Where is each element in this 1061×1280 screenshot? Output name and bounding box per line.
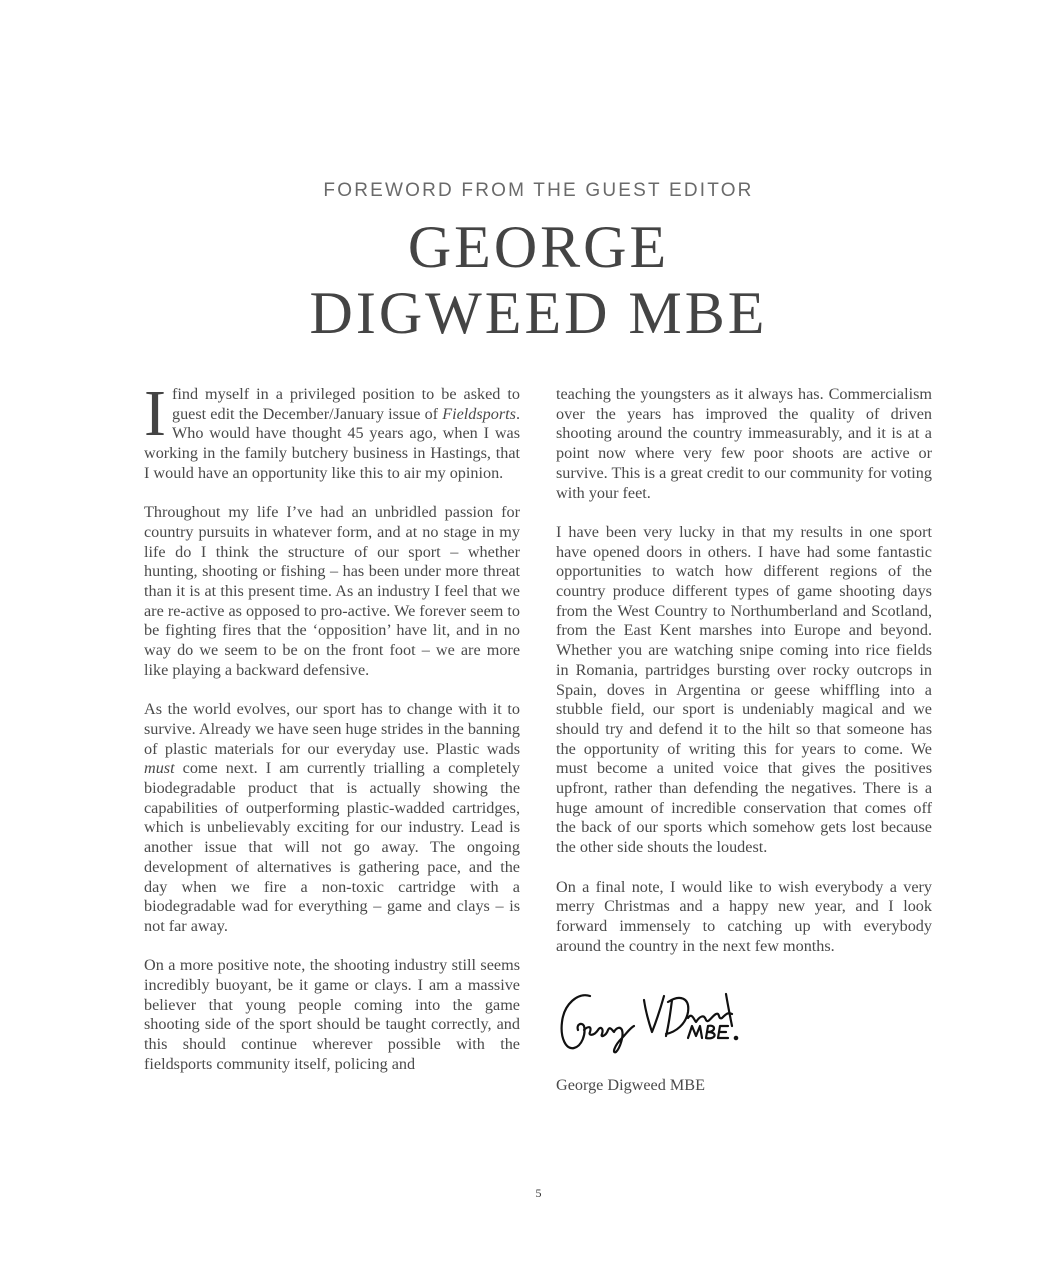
paragraph-2: Throughout my life I’ve had an unbridled passion for country pursuits in whatever form, and at no stage in my life do I think the structure of our sport – whether hunting, shooting or fishing – has been under more threat than it is at this present time. As an industry I feel that we are re-active as opposed to pro-active. We forever seem to be fighting fires that the ‘opposition’ have lit, and in no way do we seem to be on the front foot – we are more like playing a backward defensive. [144,503,520,679]
page-title [0,214,1061,346]
paragraph-4: On a more positive note, the shooting industry still seems incredibly buoyant, be it game or clays. I am a massive believer that young people coming into the game shooting side of the sport should be taught correctly, and this should continue wherever possible with the fieldsports community itself, policing and [144,956,520,1073]
paragraph-3-text-b: come next. I am currently trialling a completely biodegradable product that is actually showing the capabilities of outperforming plastic-wadded cartridges, which is unbelievably exciting for our industry. Lead is another issue that will not go away. The ongoing development of alternatives is gathering pace, and the day when we fire a non-toxic cartridge with a biodegradable wad for everything – game and clays – is not far away. [144,759,520,935]
left-column [144,377,520,1094]
paragraph-1-text-a: find myself in a privileged position to be asked to guest edit the December/January issue of [171,385,520,423]
paragraph-3-text-a: As the world evolves, our sport has to change with it to survive. Already we have seen huge strides in the banning of plastic materials for our everyday use. Plastic wads [144,700,520,758]
paragraph-7: On a final note, I would like to wish everybody a very merry Christmas and a happy new year, and I look forward immensely to catching up with everybody around the country in the next few months. [556,877,932,955]
signature-image [556,986,756,1062]
emphasis-must: must [144,759,175,778]
paragraph-1-text-b: . Who would have thought 45 years ago, when I was working in the family butchery business in Hastings, that I would have an opportunity like this to air my opinion. [144,404,520,482]
paragraph-3 [144,700,520,936]
title-line-1: GEORGE [407,214,670,280]
drop-cap: I [144,377,166,450]
author-name: George Digweed MBE [556,1075,705,1094]
paragraph-5: teaching the youngsters as it always has. Commercialism over the years has improved the quality of driven shooting around the country immeasurably, and it is at a point now where very few poor shoots are active or survive. This is a great credit to our community for voting with your feet. [556,385,932,502]
paragraph-6: I have been very lucky in that my results in one sport have opened doors in others. I have had some fantastic opportunities to watch how different regions of the country produce different types of game shooting days from the West Country to Northumberland and Scotland, from the East Kent marshes into Europe and beyond. Whether you are watching snipe coming into rice fields in Romania, partridges bursting over rocky outcrops in Spain, doves in Argentina or geese whiffling into a stubble field, our sport is undeniably magical and we should try and defend it to the hilt so that someone has the opportunity of writing this for years to come. We must become a united voice that gives the positives upfront, rather than defending the negatives. There is a huge amount of incredible conservation that comes off the back of our sports which somehow gets lost because the other side shouts the loudest. [556,522,932,857]
title-line-2: DIGWEED MBE [309,280,768,346]
signature-text: George V Digweed MBE. [656,1059,677,1062]
page-number: 5 [535,1186,542,1200]
right-column [556,385,932,1095]
magazine-name: Fieldsports [442,404,516,423]
paragraph-1 [144,377,520,484]
section-kicker: FOREWORD FROM THE GUEST EDITOR [323,180,754,201]
